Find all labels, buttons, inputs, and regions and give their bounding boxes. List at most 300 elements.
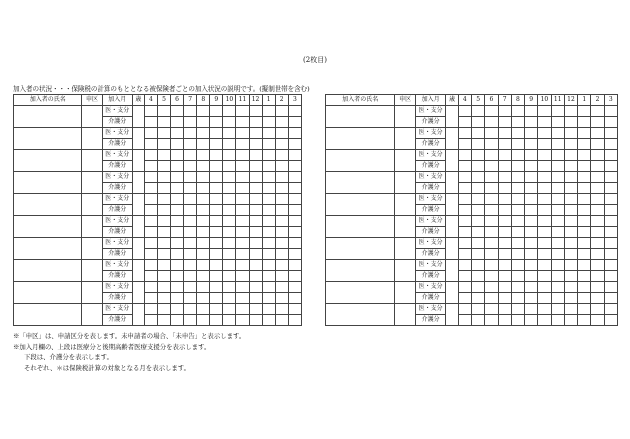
month-cell bbox=[223, 271, 236, 282]
month-cell bbox=[197, 172, 210, 183]
month-cell bbox=[525, 227, 538, 238]
month-cell bbox=[157, 304, 170, 315]
month-cell bbox=[498, 117, 511, 128]
member-row-medical bbox=[14, 282, 302, 293]
month-cell bbox=[288, 315, 301, 326]
month-cell bbox=[144, 194, 157, 205]
enrollment-table-right bbox=[325, 94, 618, 326]
month-cell bbox=[249, 139, 262, 150]
month-cell bbox=[288, 128, 301, 139]
month-cell bbox=[223, 249, 236, 260]
month-cell bbox=[236, 216, 249, 227]
member-row-medical bbox=[326, 128, 618, 139]
month-cell bbox=[236, 271, 249, 282]
month-cell bbox=[275, 106, 288, 117]
month-cell bbox=[591, 128, 604, 139]
month-cell bbox=[144, 260, 157, 271]
month-cell bbox=[578, 315, 591, 326]
month-cell bbox=[144, 139, 157, 150]
month-cell bbox=[144, 227, 157, 238]
care-label: 介護分 bbox=[102, 315, 132, 326]
month-cell bbox=[144, 282, 157, 293]
month-cell bbox=[578, 238, 591, 249]
month-cell bbox=[249, 205, 262, 216]
member-row-medical bbox=[14, 172, 302, 183]
member-name-cell bbox=[326, 304, 395, 326]
month-cell bbox=[458, 315, 471, 326]
month-cell bbox=[157, 249, 170, 260]
month-cell bbox=[525, 249, 538, 260]
month-cell bbox=[604, 282, 617, 293]
month-cell bbox=[197, 117, 210, 128]
age-cell bbox=[446, 106, 458, 128]
care-label: 介護分 bbox=[102, 227, 132, 238]
month-header: 5 bbox=[157, 95, 170, 106]
month-cell bbox=[275, 216, 288, 227]
month-cell bbox=[144, 238, 157, 249]
month-cell bbox=[485, 238, 498, 249]
month-cell bbox=[564, 238, 577, 249]
month-cell bbox=[144, 161, 157, 172]
month-cell bbox=[538, 139, 551, 150]
month-cell bbox=[551, 216, 564, 227]
month-cell bbox=[262, 315, 275, 326]
month-cell bbox=[471, 293, 484, 304]
month-cell bbox=[551, 304, 564, 315]
month-cell bbox=[498, 293, 511, 304]
month-cell bbox=[564, 260, 577, 271]
month-cell bbox=[249, 282, 262, 293]
month-cell bbox=[262, 194, 275, 205]
month-cell bbox=[144, 150, 157, 161]
month-cell bbox=[171, 260, 184, 271]
month-cell bbox=[511, 139, 524, 150]
month-cell bbox=[184, 282, 197, 293]
month-cell bbox=[275, 260, 288, 271]
month-header: 2 bbox=[591, 95, 604, 106]
month-cell bbox=[498, 227, 511, 238]
care-label: 介護分 bbox=[415, 183, 446, 194]
month-cell bbox=[223, 293, 236, 304]
month-cell bbox=[578, 304, 591, 315]
declaration-cell bbox=[395, 150, 415, 172]
month-cell bbox=[210, 315, 223, 326]
declaration-cell bbox=[82, 172, 102, 194]
month-cell bbox=[223, 117, 236, 128]
month-cell bbox=[471, 260, 484, 271]
month-cell bbox=[458, 216, 471, 227]
month-cell bbox=[591, 271, 604, 282]
member-name-cell bbox=[14, 282, 82, 304]
month-cell bbox=[485, 282, 498, 293]
month-cell bbox=[551, 128, 564, 139]
member-name-cell bbox=[14, 128, 82, 150]
month-cell bbox=[538, 172, 551, 183]
month-cell bbox=[498, 172, 511, 183]
month-cell bbox=[511, 205, 524, 216]
month-cell bbox=[197, 293, 210, 304]
name-header: 加入者の氏名 bbox=[14, 95, 82, 106]
month-cell bbox=[604, 304, 617, 315]
month-cell bbox=[458, 293, 471, 304]
month-cell bbox=[171, 150, 184, 161]
month-cell bbox=[551, 106, 564, 117]
month-cell bbox=[511, 238, 524, 249]
member-row-medical bbox=[326, 304, 618, 315]
medical-label: 医・支分 bbox=[102, 128, 132, 139]
month-cell bbox=[591, 227, 604, 238]
month-cell bbox=[591, 117, 604, 128]
declaration-cell bbox=[395, 106, 415, 128]
month-cell bbox=[236, 117, 249, 128]
month-cell bbox=[249, 128, 262, 139]
month-cell bbox=[538, 282, 551, 293]
declaration-cell bbox=[395, 260, 415, 282]
month-cell bbox=[511, 150, 524, 161]
month-cell bbox=[197, 260, 210, 271]
member-row-medical bbox=[326, 216, 618, 227]
month-cell bbox=[458, 304, 471, 315]
member-row-medical bbox=[14, 216, 302, 227]
member-name-cell bbox=[14, 172, 82, 194]
month-cell bbox=[564, 161, 577, 172]
month-cell bbox=[564, 205, 577, 216]
month-cell bbox=[210, 238, 223, 249]
member-name-cell bbox=[326, 194, 395, 216]
month-cell bbox=[485, 271, 498, 282]
month-cell bbox=[591, 183, 604, 194]
member-row-medical bbox=[14, 260, 302, 271]
month-cell bbox=[538, 238, 551, 249]
month-cell bbox=[485, 172, 498, 183]
month-cell bbox=[144, 117, 157, 128]
month-cell bbox=[591, 216, 604, 227]
declaration-header: 申区 bbox=[82, 95, 102, 106]
month-cell bbox=[249, 194, 262, 205]
month-cell bbox=[458, 282, 471, 293]
month-cell bbox=[578, 183, 591, 194]
month-cell bbox=[157, 172, 170, 183]
month-cell bbox=[485, 260, 498, 271]
month-cell bbox=[538, 150, 551, 161]
month-cell bbox=[157, 282, 170, 293]
month-cell bbox=[485, 194, 498, 205]
note-1: ※「申区」は、申請区分を表します。未申請者の場合、「未申告」と表示します。 bbox=[13, 332, 246, 340]
month-cell bbox=[288, 194, 301, 205]
month-cell bbox=[236, 227, 249, 238]
month-cell bbox=[171, 161, 184, 172]
month-cell bbox=[511, 161, 524, 172]
month-cell bbox=[564, 304, 577, 315]
month-cell bbox=[498, 205, 511, 216]
month-cell bbox=[525, 183, 538, 194]
month-cell bbox=[288, 216, 301, 227]
month-cell bbox=[564, 271, 577, 282]
month-cell bbox=[275, 194, 288, 205]
month-cell bbox=[184, 293, 197, 304]
month-cell bbox=[144, 183, 157, 194]
month-cell bbox=[498, 238, 511, 249]
member-row-medical bbox=[326, 106, 618, 117]
month-cell bbox=[249, 271, 262, 282]
member-name-cell bbox=[326, 172, 395, 194]
month-cell bbox=[197, 139, 210, 150]
medical-label: 医・支分 bbox=[415, 216, 446, 227]
month-cell bbox=[538, 315, 551, 326]
month-cell bbox=[471, 106, 484, 117]
month-cell bbox=[249, 106, 262, 117]
month-cell bbox=[184, 117, 197, 128]
declaration-cell bbox=[395, 282, 415, 304]
month-cell bbox=[249, 117, 262, 128]
age-cell bbox=[132, 238, 144, 260]
medical-label: 医・支分 bbox=[415, 260, 446, 271]
month-cell bbox=[498, 304, 511, 315]
month-cell bbox=[275, 249, 288, 260]
month-cell bbox=[564, 216, 577, 227]
month-cell bbox=[591, 260, 604, 271]
month-cell bbox=[591, 249, 604, 260]
month-cell bbox=[288, 139, 301, 150]
month-header: 2 bbox=[275, 95, 288, 106]
month-cell bbox=[604, 271, 617, 282]
month-cell bbox=[591, 238, 604, 249]
month-cell bbox=[578, 194, 591, 205]
month-cell bbox=[223, 106, 236, 117]
member-name-cell bbox=[326, 238, 395, 260]
age-cell bbox=[446, 282, 458, 304]
month-cell bbox=[184, 271, 197, 282]
month-cell bbox=[275, 150, 288, 161]
month-cell bbox=[197, 150, 210, 161]
month-cell bbox=[604, 260, 617, 271]
month-cell bbox=[262, 282, 275, 293]
medical-label: 医・支分 bbox=[102, 260, 132, 271]
month-cell bbox=[511, 304, 524, 315]
month-cell bbox=[525, 205, 538, 216]
month-cell bbox=[471, 161, 484, 172]
month-cell bbox=[157, 238, 170, 249]
month-cell bbox=[498, 139, 511, 150]
month-cell bbox=[144, 249, 157, 260]
month-cell bbox=[249, 150, 262, 161]
month-header: 9 bbox=[525, 95, 538, 106]
month-cell bbox=[144, 216, 157, 227]
declaration-cell bbox=[82, 150, 102, 172]
member-row-medical bbox=[14, 194, 302, 205]
month-cell bbox=[288, 205, 301, 216]
month-cell bbox=[223, 260, 236, 271]
month-cell bbox=[538, 205, 551, 216]
month-cell bbox=[604, 172, 617, 183]
care-label: 介護分 bbox=[415, 117, 446, 128]
month-header: 4 bbox=[144, 95, 157, 106]
declaration-cell bbox=[395, 238, 415, 260]
month-cell bbox=[288, 260, 301, 271]
care-label: 介護分 bbox=[415, 161, 446, 172]
member-name-cell bbox=[326, 106, 395, 128]
month-cell bbox=[551, 315, 564, 326]
month-cell bbox=[197, 271, 210, 282]
month-cell bbox=[538, 249, 551, 260]
medical-label: 医・支分 bbox=[415, 128, 446, 139]
month-cell bbox=[551, 172, 564, 183]
month-cell bbox=[525, 315, 538, 326]
declaration-cell bbox=[395, 194, 415, 216]
intro-text: 加入者の状況・・・保険税の計算のもととなる被保険者ごとの加入状況の説明です。(擬制世帯を含む) bbox=[13, 85, 310, 93]
age-cell bbox=[132, 282, 144, 304]
month-cell bbox=[288, 106, 301, 117]
month-cell bbox=[144, 106, 157, 117]
month-cell bbox=[578, 293, 591, 304]
month-cell bbox=[551, 271, 564, 282]
age-cell bbox=[132, 216, 144, 238]
month-cell bbox=[471, 238, 484, 249]
month-cell bbox=[184, 183, 197, 194]
month-cell bbox=[184, 249, 197, 260]
month-cell bbox=[471, 183, 484, 194]
month-cell bbox=[485, 106, 498, 117]
medical-label: 医・支分 bbox=[415, 106, 446, 117]
member-name-cell bbox=[326, 128, 395, 150]
age-cell bbox=[446, 216, 458, 238]
month-cell bbox=[591, 172, 604, 183]
month-cell bbox=[578, 139, 591, 150]
month-cell bbox=[485, 227, 498, 238]
month-cell bbox=[249, 249, 262, 260]
month-cell bbox=[288, 238, 301, 249]
month-cell bbox=[471, 216, 484, 227]
month-cell bbox=[511, 183, 524, 194]
month-cell bbox=[171, 205, 184, 216]
month-cell bbox=[511, 106, 524, 117]
month-cell bbox=[157, 139, 170, 150]
month-cell bbox=[184, 194, 197, 205]
month-cell bbox=[525, 304, 538, 315]
month-cell bbox=[604, 216, 617, 227]
month-cell bbox=[223, 282, 236, 293]
month-cell bbox=[604, 128, 617, 139]
month-cell bbox=[288, 183, 301, 194]
age-cell bbox=[446, 150, 458, 172]
month-cell bbox=[171, 238, 184, 249]
month-cell bbox=[157, 194, 170, 205]
month-cell bbox=[210, 139, 223, 150]
month-header: 10 bbox=[538, 95, 551, 106]
month-cell bbox=[262, 161, 275, 172]
member-name-cell bbox=[14, 260, 82, 282]
month-cell bbox=[197, 128, 210, 139]
month-cell bbox=[471, 271, 484, 282]
month-cell bbox=[262, 216, 275, 227]
month-cell bbox=[223, 194, 236, 205]
month-cell bbox=[538, 260, 551, 271]
month-cell bbox=[184, 304, 197, 315]
month-cell bbox=[197, 238, 210, 249]
month-cell bbox=[184, 260, 197, 271]
month-cell bbox=[498, 183, 511, 194]
month-cell bbox=[210, 260, 223, 271]
month-cell bbox=[157, 271, 170, 282]
month-cell bbox=[525, 271, 538, 282]
month-cell bbox=[498, 150, 511, 161]
month-cell bbox=[471, 227, 484, 238]
medical-label: 医・支分 bbox=[102, 194, 132, 205]
member-row-medical bbox=[326, 260, 618, 271]
month-cell bbox=[210, 271, 223, 282]
month-cell bbox=[525, 282, 538, 293]
month-cell bbox=[578, 282, 591, 293]
declaration-cell bbox=[395, 172, 415, 194]
month-cell bbox=[551, 183, 564, 194]
month-cell bbox=[578, 128, 591, 139]
age-cell bbox=[132, 128, 144, 150]
month-cell bbox=[144, 172, 157, 183]
month-cell bbox=[538, 227, 551, 238]
month-cell bbox=[288, 271, 301, 282]
declaration-cell bbox=[395, 128, 415, 150]
month-cell bbox=[288, 161, 301, 172]
age-cell bbox=[446, 194, 458, 216]
month-cell bbox=[604, 161, 617, 172]
month-header: 6 bbox=[171, 95, 184, 106]
month-cell bbox=[223, 139, 236, 150]
declaration-header: 申区 bbox=[395, 95, 415, 106]
care-label: 介護分 bbox=[415, 205, 446, 216]
month-cell bbox=[262, 304, 275, 315]
month-cell bbox=[591, 150, 604, 161]
month-cell bbox=[144, 315, 157, 326]
age-cell bbox=[132, 106, 144, 128]
month-cell bbox=[564, 194, 577, 205]
month-cell bbox=[511, 172, 524, 183]
month-cell bbox=[458, 227, 471, 238]
month-cell bbox=[184, 128, 197, 139]
month-header: 9 bbox=[210, 95, 223, 106]
month-cell bbox=[458, 128, 471, 139]
month-cell bbox=[197, 205, 210, 216]
member-row-medical bbox=[326, 282, 618, 293]
month-cell bbox=[498, 128, 511, 139]
month-cell bbox=[471, 128, 484, 139]
month-cell bbox=[551, 117, 564, 128]
month-cell bbox=[538, 183, 551, 194]
month-cell bbox=[157, 106, 170, 117]
enrollment-table-left bbox=[13, 94, 302, 326]
month-cell bbox=[210, 106, 223, 117]
month-cell bbox=[262, 238, 275, 249]
month-cell bbox=[184, 315, 197, 326]
month-cell bbox=[157, 293, 170, 304]
note-4: それぞれ、＊は保険税計算の対象となる月を表示します。 bbox=[24, 363, 191, 372]
month-cell bbox=[210, 194, 223, 205]
member-row-medical bbox=[14, 106, 302, 117]
member-name-cell bbox=[14, 216, 82, 238]
month-cell bbox=[210, 249, 223, 260]
declaration-cell bbox=[82, 216, 102, 238]
care-label: 介護分 bbox=[415, 227, 446, 238]
care-label: 介護分 bbox=[102, 205, 132, 216]
medical-label: 医・支分 bbox=[102, 282, 132, 293]
month-cell bbox=[262, 183, 275, 194]
month-cell bbox=[511, 128, 524, 139]
month-cell bbox=[578, 205, 591, 216]
age-cell bbox=[446, 172, 458, 194]
month-cell bbox=[538, 216, 551, 227]
medical-label: 医・支分 bbox=[102, 150, 132, 161]
month-cell bbox=[578, 106, 591, 117]
month-cell bbox=[471, 282, 484, 293]
